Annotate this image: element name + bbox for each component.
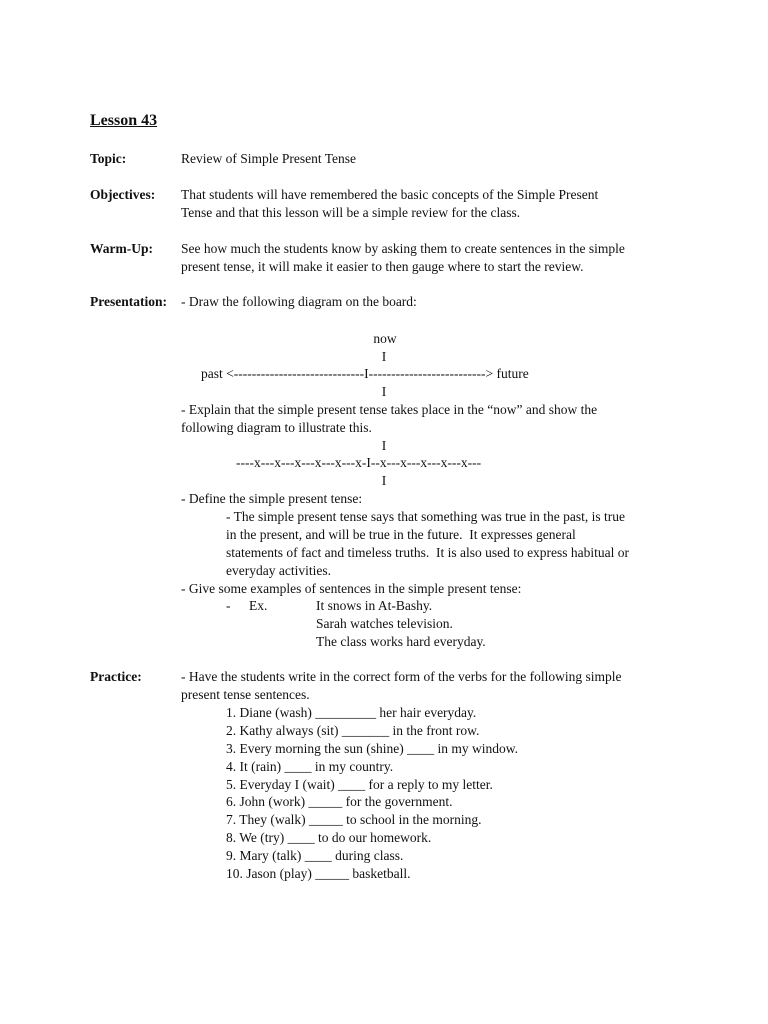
example-sentence: It snows in At-Bashy. [316,598,433,613]
definition-line: in the present, and will be true in the future. It expresses general [226,527,576,542]
diagram1-timeline: past <-----------------------------I--------------------------> future [201,366,529,381]
examples-dash: - [226,598,231,613]
presentation-label: Presentation: [90,294,167,309]
example-sentence: The class works hard everyday. [316,634,486,649]
definition-line: everyday activities. [226,563,331,578]
practice-item: 3. Every morning the sun (shine) ____ in my window. [226,741,518,756]
definition-line: - The simple present tense says that something was true in the past, is true [226,509,626,524]
warmup-line: present tense, it will make it easier to then gauge where to start the review. [181,259,584,274]
practice-item: 5. Everyday I (wait) ____ for a reply to my letter. [226,777,493,792]
diagram1-tick-top: I [381,349,387,364]
practice-item: 4. It (rain) ____ in my country. [226,759,394,774]
examples-intro: - Give some examples of sentences in the simple present tense: [181,581,522,596]
explain-line: - Explain that the simple present tense takes place in the “now” and show the [181,402,598,417]
presentation-intro: - Draw the following diagram on the board: [181,294,417,309]
practice-intro-line: - Have the students write in the correct form of the verbs for the following simple [181,669,622,684]
definition-line: statements of fact and timeless truths. It is also used to express habitual or [226,545,630,560]
practice-intro-line: present tense sentences. [181,687,310,702]
explain-line: following diagram to illustrate this. [181,420,372,435]
diagram2-tick-top: I [381,438,387,453]
practice-item: 9. Mary (talk) ____ during class. [226,848,404,863]
diagram2-tick-bottom: I [381,473,387,488]
lesson-title: Lesson 43 [90,112,158,129]
diagram1-now-label: now [373,331,397,346]
topic-label: Topic: [90,151,127,166]
practice-item: 1. Diane (wash) _________ her hair everyday. [226,705,477,720]
practice-label: Practice: [90,669,142,684]
warmup-label: Warm-Up: [90,241,153,256]
examples-label: Ex. [249,598,268,613]
diagram2-timeline: ----x---x---x---x---x---x-I--x---x---x---x---x--- [236,455,482,470]
topic-text: Review of Simple Present Tense [181,151,357,166]
practice-item: 2. Kathy always (sit) _______ in the front row. [226,723,480,738]
example-sentence: Sarah watches television. [316,616,453,631]
practice-item: 8. We (try) ____ to do our homework. [226,830,432,845]
warmup-line: See how much the students know by asking them to create sentences in the simple [181,241,625,256]
objectives-line: Tense and that this lesson will be a simple review for the class. [181,205,521,220]
practice-item: 10. Jason (play) _____ basketball. [226,866,411,881]
objectives-label: Objectives: [90,187,156,202]
practice-item: 6. John (work) _____ for the government. [226,794,453,809]
define-line: - Define the simple present tense: [181,491,363,506]
objectives-line: That students will have remembered the basic concepts of the Simple Present [181,187,599,202]
practice-item: 7. They (walk) _____ to school in the morning. [226,812,482,827]
diagram1-tick-bottom: I [381,384,387,399]
